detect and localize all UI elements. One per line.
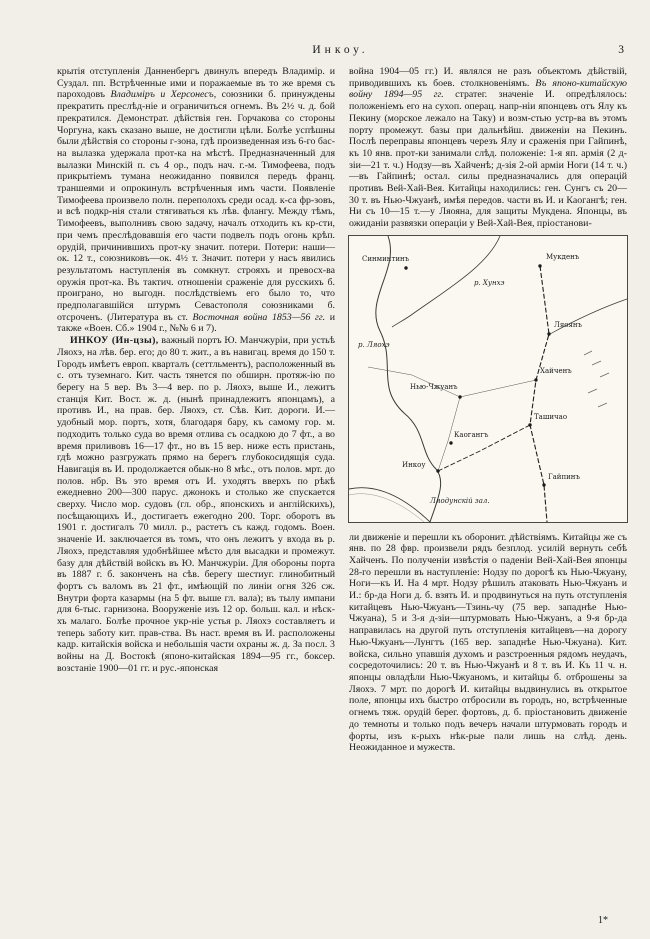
map-place-label: р. Ляохэ bbox=[358, 340, 390, 349]
paragraph-inkou-article bbox=[57, 335, 335, 674]
map-place-label: Инкоу bbox=[402, 460, 426, 469]
map-town-dot bbox=[538, 264, 541, 267]
page-number: 3 bbox=[618, 44, 624, 56]
map-place-label: Ташичао bbox=[534, 412, 568, 421]
map-town-dot bbox=[547, 332, 550, 335]
map-figure bbox=[348, 235, 628, 527]
ship-names-italic: Владиміръ и Херсонесъ bbox=[110, 89, 214, 101]
article-headword: ИНКОУ (Ин-цзы), bbox=[70, 335, 159, 347]
map-place-label: Хайченъ bbox=[540, 366, 572, 375]
map-place-label: р. Хунхэ bbox=[474, 278, 505, 287]
map-town-dot bbox=[436, 469, 439, 472]
right-column bbox=[349, 66, 627, 754]
map-town-dot bbox=[542, 483, 545, 486]
map-town-dot bbox=[458, 395, 461, 398]
running-head bbox=[57, 44, 624, 60]
map-place-label: Каогангъ bbox=[454, 430, 489, 439]
map-place-label: Нью-Чжуанъ bbox=[410, 382, 458, 391]
paragraph-after-map bbox=[349, 532, 627, 754]
map-svg bbox=[348, 235, 628, 523]
before-map-text-1: война 1904—05 гг.) И. являлся не разъ объектомъ дѣйствій, приводившихъ къ боев. столкновеніямъ. bbox=[349, 66, 627, 89]
inkerman-text-2: , союзники б. принуждены прекратить преслѣд-ніе и ограничиться огнемъ. Въ 2½ ч. д. бой прекратился. Демонстрат. дѣйствія ген. Горчакова со стороны Чоргуна, какъ сказано выше, не достигли цѣли. Болѣе успѣшны были дѣйствія со стороны г-зона, гдѣ произведенная изъ 6-го бас-на вылазка удержала прот-ка на мѣстѣ. Предназначенный для вылазки Минскій п. съ 4 ор., подъ нач. г.-м. Тимофеева, подъ прикрытіемъ тумана неожиданно появился передъ франц. траншеями и опрокинулъ встрѣченныя имъ части. Появленіе Тимофеева произвело полн. переполохъ среди осад. к-са фр-зовъ, и всѣ подкр-нія стали стягиваться къ лѣв. флангу. Между тѣмъ, Тимофеевъ, выполнивъ свою задачу, началъ отходить къ кр-сти, при чемъ преслѣдовавшія его части подвелъ подъ огонь крѣп. орудій, причинившихъ прот-ку значит. потери. Потери: наши—ок. 12 т., союзниковъ—ок. 4½ т. Значит. потери у насъ явились результатомъ наступленія въ сомкнут. строяхъ и превосх-ва оружія прот-ка. Въ тактич. отношеніи сраженіе для русскихъ б. проиграно, но выгодн. послѣдствіемъ его было то, что предполагавшійся штурмъ Севастополя союзниками б. отсроченъ. (Литература въ ст. bbox=[57, 89, 335, 323]
inkerman-text-3: и также «Воен. Сб.» 1904 г., №№ 6 и 7). bbox=[57, 311, 335, 335]
map-town-dot bbox=[404, 266, 407, 269]
war-name-italic: Въ японо-китайскую войну 1894—95 гг. bbox=[349, 77, 627, 101]
map-place-label: Гайпинъ bbox=[548, 472, 580, 481]
printer-signature: 1* bbox=[598, 915, 608, 926]
map-place-label: Мукденъ bbox=[546, 252, 580, 261]
literature-reference-italic: Восточная война 1853—56 гг. bbox=[192, 311, 326, 323]
paragraph-inkerman-continuation bbox=[57, 66, 335, 335]
map-place-label: Ляодунскій зал. bbox=[430, 496, 490, 505]
map-place-label: Ляоянъ bbox=[554, 320, 583, 329]
before-map-text-2: стратег. значеніе И. опредѣлялось: положеніемъ его на сухоп. операц. напр-ніи японцевъ отъ Ялу къ Пекину (морское лежало на Таку) и возм-стью устр-ва въ этомъ порту промежут. базы при дальнѣйш. движеніи на Пекинъ. Послѣ переправы японцевъ черезъ Ялу и сраженія при Гайпинѣ, къ 10 янв. прот-ки занимали слѣд. положеніе: 1-я яп. армія (2 д-зіи—21 т. ч.) Нодзу—въ Хайченѣ; д-зія 2-ой арміи Ноги (14 т. ч.)—въ Гайпинѣ; остал. силы предназначались для операцій противъ Вей-Хай-Вея. Китайцы находились: ген. Сунгъ съ 20—30 т. въ Нью-Чжуанѣ, имѣя передов. части въ И. и Каогангѣ; ген. Ни съ 10—15 т.—у Ляояна, для защиты Мукдена. Японцы, въ ожиданіи развязки операціи у Вей-Хай-Вея, пріостанови- bbox=[349, 89, 628, 230]
text-block bbox=[57, 66, 627, 754]
map-place-label: Синминтинъ bbox=[362, 254, 410, 263]
map-town-dot bbox=[449, 441, 452, 444]
map-town-dot bbox=[534, 378, 537, 381]
left-column bbox=[57, 66, 335, 754]
after-map-text: ли движеніе и перешли къ оборонит. дѣйствіямъ. Китайцы же съ янв. по 28 фвр. произвели рядъ безплод. усилій вернуть себѣ Хайченъ. По полученіи извѣстія о паденіи Вей-Хай-Вея японцы 28-го перешли въ наступленіе: Нодзу по дорогѣ къ Нью-Чжуану, Ноги—къ И. На 4 мрт. Нодзу рѣшилъ атаковать Нью-Чжуанъ и И.: бр-да Ноги д. б. взять И. и продвинуться на путь отступленія китайцевъ Нью-Чжуанъ—Тзинь-чу (75 вер. западнѣе Нью-Чжуана), 5 и 3-я д-зіи—штурмовать Нью-Чжуанъ, а 9-я бр-да направилась на другой путь отступленія китайцевъ—на дорогу Нью-Чжуанъ—Лунгтъ (165 вер. западнѣе Нью-Чжуана). Кит. войска, сильно упавшія духомъ и разстроенныя рядомъ неудачъ, сосредоточились: 20 т. въ Нью-Чжуанѣ и 8 т. въ И. Къ 11 ч. н. японцы овладѣли Нью-Чжуаномъ, и китайцы б. отброшены за Ляохэ. 7 мрт. по дорогѣ И. китайцы выдвинулись въ открытое поле, японцы ихъ быстро отбросили въ городъ, но, встрѣченные огнемъ тяж. орудій берег. фортовъ, д. б. пріостановить движеніе до темноты и только подъ вечеръ начали штурмовать городъ и форты, изъ к-рыхъ нѣк-рые пали лишь на слѣд. день. Неожиданное и мужеств. bbox=[349, 531, 627, 754]
inkerman-text-1: крытія отступленія Данненбергъ двинулъ впередъ Владимір. и Суздал. пп. Встрѣченные ими и поражаемые въ то же время съ пароходовъ bbox=[57, 66, 335, 101]
page-title: Инкоу. bbox=[312, 44, 369, 56]
inkou-article-body: важный портъ Ю. Манчжуріи, при устьѣ Ляохэ, на лѣв. бер. его; до 80 т. жит., а въ навигац. время до 150 т. Городъ имѣетъ европ. кварталъ (сеттльментъ), расположенный въ с. отъ туземнаго. Кит. часть тянется по обширн. протяж-ію по берегу на 5 вер. Въ 3—4 вер. по р. Ляохэ, выше И., лежитъ станція Кит. Вост. ж. д. (нынѣ принадлежитъ японцамъ), а противъ И., на прав. бер. Ляохэ, ст. Сѣв. Кит. дороги. И.—удобный мор. портъ, хотя, благодаря бару, къ самому гор. м. подходить только суда во время отлива съ осадкою до 7 фт., а во время приливовъ 16—17 фт., но въ 15 вер. ниже есть пристань, гдѣ можно разгружать прямо на берегъ глубокосидящія суда. Навигація въ И. продолжается обык-но 8 мѣс., отъ полов. мрт. до полов. нбр. Въ это время отъ И. уходятъ вверхъ по рѣкѣ ежедневно 200—300 парус. джонокъ и столько же спускается сверху. Число мор. судовъ (гл. обр., японскихъ и англійскихъ), посѣщающихъ И., достигаетъ ежегодно 200. Торг. оборотъ въ 1901 г. достигалъ 70 милл. р., растетъ съ кажд. годомъ. Воен. значеніе И. заключается въ томъ, что онъ лежитъ у входа въ р. Ляохэ, представляя удобнѣйшее мѣсто для высадки и промежут. базу для дѣйствій войскъ въ Ю. Манчжуріи. Для обороны порта въ 1887 г. б. законченъ на сѣв. берегу шестиуг. глинобитный фортъ съ валомъ въ 21 фт., имѣющій по линіи огня 326 сж. Внутри форта казармы (на 5 фт. выше гл. вала); въ тылу импани для 6-тыс. гарнизона. Вооруженіе изъ 12 ор. больш. кал. и нѣск-хъ малаго. Болѣе прочное укр-ніе устья р. Ляохэ составляетъ и теперь заботу кит. прав-ства. Въ наст. время въ И. расположены кадр. китайскія войска и небольшія части охраны ж. д. За посл. 3 войны на Д. Востокѣ (японо-китайская 1894—95 гг., боксер. возстаніе 1900—01 гг. и рус.-японская bbox=[57, 335, 335, 674]
map-town-dot bbox=[528, 423, 531, 426]
paragraph-before-map bbox=[349, 66, 627, 230]
